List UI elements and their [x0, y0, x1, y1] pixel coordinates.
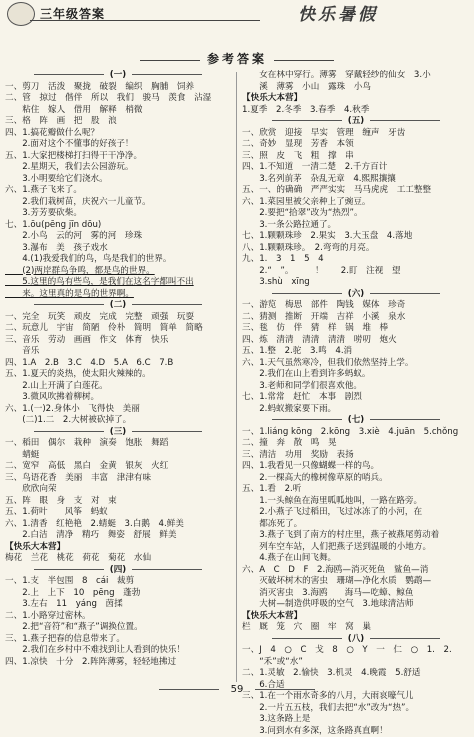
- answer-line: 三、1.燕子把春的信息带来了。: [5, 634, 231, 646]
- answer-line: 二、1.灵敏 2.愉快 3.机灵 4.晚霞 5.舒适: [242, 668, 470, 680]
- answer-line: 五、1.夏天的炎热，使太阳火辣辣的。: [5, 369, 231, 381]
- answer-line: 2.面对这个不懂事的好孩子！: [5, 139, 231, 151]
- answer-line: 消灭害虫 3.海鸥 海马—吃蟑、鲸鱼: [242, 588, 470, 600]
- answer-column-right: [242, 70, 470, 737]
- bonus-heading: 【快乐大本营】: [5, 542, 231, 554]
- answer-line: 2.小燕子飞过稻田，飞过冰冻了的小河，在: [242, 507, 470, 519]
- answer-line: 4.(1)我爱我们的鸟，鸟是我们的世界。: [5, 254, 231, 266]
- answer-line: 二、1.小路穿过密林。: [5, 611, 231, 623]
- answer-line: (二)1.二 2.大树被砍掉了。: [5, 415, 231, 427]
- answer-line: 九、1. 3 1 5 4: [242, 254, 470, 266]
- answer-line: 二、玩意儿 宇宙 简陋 伶朴 简明 简单 简略: [5, 323, 231, 335]
- answer-line: 七、1.常常 赶忙 本事 剧烈: [242, 392, 470, 404]
- footer-rule-left: [159, 689, 219, 690]
- answer-line: “禾”或“水”: [242, 657, 470, 669]
- footer-rule-right: [255, 689, 315, 690]
- page-header: [0, 0, 474, 26]
- answer-line: 2.蚂蚁搬家要下雨。: [242, 404, 470, 416]
- answer-line: 3.芳芳要砍柴。: [5, 208, 231, 220]
- answer-line: 2.我们在山上看到许多蚂蚁。: [242, 369, 470, 381]
- answer-line: 列车空车站，人们把燕子送到温暖的小地方。: [242, 542, 470, 554]
- answer-line: 三、清洁 功用 奖励 表扬: [242, 450, 470, 462]
- answer-line: 三、照 皮 飞 粗 撑 串: [242, 151, 470, 163]
- section-heading: (八): [242, 634, 470, 646]
- answer-line: 五、1.荷叶 风筝 蚂蚁: [5, 507, 231, 519]
- answer-line: 女在林中穿行。薄雾 穿戴轻纱的仙女 3.小: [242, 70, 470, 82]
- answer-line: 5.这里的鸟有些鸟，是我们在这名字都叫不出: [5, 277, 231, 289]
- answer-line: 大树—制造供呼吸的空气 3.地球清洁师: [242, 599, 470, 611]
- answer-line: 六、1.燕子飞来了。: [5, 185, 231, 197]
- answer-line: 来。这里真的是鸟的世界啊。: [5, 289, 231, 301]
- answer-line: 粘住 嫁人 借用 解释 梢微: [5, 105, 231, 117]
- answer-line: 2.我们在乡村中不难找到让人看到的快乐！: [5, 645, 231, 657]
- header-rule: [30, 20, 260, 21]
- answer-line: 3.问到水有多深，这条路真直啊！: [242, 726, 470, 737]
- answer-line: 五、阵 眼 身 支 对 束: [5, 496, 231, 508]
- column-divider: [236, 72, 237, 682]
- answer-line: 3.一条公路拉通了。: [242, 220, 470, 232]
- bonus-heading: 【快乐大本营】: [242, 93, 470, 105]
- answer-line: 2.把“音符”和“燕子”调换位置。: [5, 622, 231, 634]
- page-footer: [0, 684, 474, 695]
- answer-line: 五、1.整 2.驼 3.鸣 4.消: [242, 346, 470, 358]
- page-title: 参考答案: [0, 50, 474, 67]
- answer-line: 一、完全 玩笑 顽皮 完成 完整 顽强 玩耍: [5, 312, 231, 324]
- section-heading: (三): [5, 427, 231, 439]
- answer-line: 四、1.不知道 一清二楚 2.千方百计: [242, 162, 470, 174]
- sun-logo-icon: [7, 2, 35, 26]
- section-heading: (四): [5, 565, 231, 577]
- answer-line: 一、1.liáng kōng 2.kōng 3.xiè 4.juān 5.chǒng: [242, 427, 470, 439]
- answer-column-left: [5, 70, 231, 668]
- answer-line: 3.这条路上是: [242, 714, 470, 726]
- brand-title: 快乐暑假: [298, 0, 378, 25]
- answer-line: 六、A C D F 2.海鸥—消灭死鱼 鲨鱼—消: [242, 565, 470, 577]
- page-number: 59: [231, 684, 244, 695]
- answer-line: 四、1.我看见一只像蝴蝶一样的鸟。: [242, 461, 470, 473]
- answer-line: 梅花 兰花 桃花 荷花 菊花 水仙: [5, 553, 231, 565]
- section-heading: (六): [242, 289, 470, 301]
- answer-line: 三、格 阵 画 把 股 浪: [5, 116, 231, 128]
- answer-line: 3.shù xīng: [242, 277, 470, 289]
- answer-line: 2.一棵高大的橡树像草原的哨兵。: [242, 473, 470, 485]
- answer-line: 2.星期天，我们去公园游玩。: [5, 162, 231, 174]
- answer-line: (2)两岸群鸟争鸣，都是鸟的世界。: [5, 266, 231, 278]
- title-rule-right: [274, 60, 334, 61]
- answer-line: 1.一头鲸鱼在海里呱呱地叫，一路在路旁。: [242, 496, 470, 508]
- answer-line: 二、宽窄 高低 黑白 金黄 银灰 火红: [5, 461, 231, 473]
- section-heading: (七): [242, 415, 470, 427]
- answer-line: 6.合适: [242, 680, 470, 692]
- answer-line: 六、1.(一)2.身体小 飞得快 美丽: [5, 404, 231, 416]
- answer-line: 四、1.搞花瓣做什么呢？: [5, 128, 231, 140]
- bonus-heading: 【快乐大本营】: [242, 611, 470, 623]
- answer-line: 2.山上开满了白莲花。: [5, 381, 231, 393]
- answer-line: 八、1.颗颗珠珍。 2.弯弯的月亮。: [242, 243, 470, 255]
- section-heading: (五): [242, 116, 470, 128]
- answer-line: 四、1.A 2.B 3.C 4.D 5.A 6.C 7.B: [5, 358, 231, 370]
- answer-line: 二、管 掠过 偕伴 所以 我们 骏马 羡食 沾湿: [5, 93, 231, 105]
- answer-line: 六、1.菜园里被父亲种上了豌豆。: [242, 197, 470, 209]
- answer-line: 五、1.看 2.听: [242, 484, 470, 496]
- answer-line: 一、1.支 半包围 8 cái 裁剪: [5, 576, 231, 588]
- answer-line: 七、1.颗颗珠珍 2.果实 3.大玉盘 4.落地: [242, 231, 470, 243]
- answer-line: 三、毯 仿 伴 猜 样 锅 堆 棒: [242, 323, 470, 335]
- answer-line: 五、1.大家把楼梯打扫得干干净净。: [5, 151, 231, 163]
- answer-line: 3.名列前茅 杂乱无章 4.熙熙攘攘: [242, 174, 470, 186]
- answer-line: 3.燕子飞到了南方的村庄里，燕子被燕尾剪动着: [242, 530, 470, 542]
- answer-line: 2.要把“拾翠”改为“热烈”。: [242, 208, 470, 220]
- answer-line: 欣欣向荣: [5, 484, 231, 496]
- answer-line: 二、奇妙 显现 芳香 本领: [242, 139, 470, 151]
- answer-line: 灭破坏树木的害虫 珊瑚—净化水质 鹦鹉—: [242, 576, 470, 588]
- answer-line: 一、剪刀 活泼 聚拢 破裂 编织 胸脯 饲养: [5, 82, 231, 94]
- answer-line: 四、1.凉快 十分 2.阵阵薄雾，轻轻地拂过: [5, 657, 231, 669]
- answer-line: 三、鸟语花香 美丽 丰富 津津有味: [5, 473, 231, 485]
- answer-line: 2.一片五五枝，我们去把“水”改为“热”。: [242, 703, 470, 715]
- answer-line: 三、音乐 劳动 画画 作文 体育 快乐: [5, 335, 231, 347]
- answer-line: 二、撞 奔 散 鸣 晃: [242, 438, 470, 450]
- answer-line: 音乐: [5, 346, 231, 358]
- answer-line: 3.老师和同学们很喜欢他。: [242, 381, 470, 393]
- answer-line: 六、1.清香 红艳艳 2.蜻蜓 3.白鹅 4.鲜美: [5, 519, 231, 531]
- answer-line: 二、猜测 推断 开端 吉祥 小溪 泉水: [242, 312, 470, 324]
- answer-line: 2.我们栽树苗，庆祝六一儿童节。: [5, 197, 231, 209]
- answer-line: 蜻蜓: [5, 450, 231, 462]
- answer-line: 3.左右 11 yáng 茵揉: [5, 599, 231, 611]
- answer-line: 一、J 4 ○ C 戈 8 ○ Y 一 仁 ○ 1. 2.: [242, 645, 470, 657]
- answer-line: 三、1.在一个雨水奇多的八月，大雨哀嚎气儿: [242, 691, 470, 703]
- section-heading: (一): [5, 70, 231, 82]
- answer-line: 3.小明要给它们浇水。: [5, 174, 231, 186]
- grade-label: 三年级答案: [40, 5, 105, 22]
- answer-line: 3.微风吹拂着柳树。: [5, 392, 231, 404]
- answer-line: 四、炼 清清 清清 清清 唠叨 炮火: [242, 335, 470, 347]
- answer-line: 七、1.ōu(pēng jīn dōu): [5, 220, 231, 232]
- section-heading: (二): [5, 300, 231, 312]
- answer-line: 2.白洁 清净 精巧 舞姿 舒展 鲜美: [5, 530, 231, 542]
- answer-line: 1.夏季 2.冬季 3.春季 4.秋季: [242, 105, 470, 117]
- answer-line: 4.燕子在山间飞舞。: [242, 553, 470, 565]
- answer-line: 3.瀑布 美 孩子戏水: [5, 243, 231, 255]
- answer-line: 2.小鸟 云的河 雾的河 珍珠: [5, 231, 231, 243]
- answer-line: 2.上 上下 10 pēng 蓬勃: [5, 588, 231, 600]
- answer-line: 一、游览 梅思 部件 陶钱 媒体 珍奇: [242, 300, 470, 312]
- answer-line: 一、稻田 偶尔 栽种 演奏 饱胀 舞蹈: [5, 438, 231, 450]
- answer-line: 五、一、的确确 严严实实 马马虎虎 工工整整: [242, 185, 470, 197]
- answer-line: 一、欣赏 迎接 早实 管理 缠声 牙齿: [242, 128, 470, 140]
- answer-line: 溪 薄雾 小山 露珠 小鸟: [242, 82, 470, 94]
- answer-line: 六、1.天气虽然寒冷，但我们依然坚持上学。: [242, 358, 470, 370]
- answer-line: 栏 厩 笼 穴 圈 牢 窝 巢: [242, 622, 470, 634]
- answer-line: 都冻死了。: [242, 519, 470, 531]
- answer-line: 2.“ ”。 ！ 2.盯 注视 望: [242, 266, 470, 278]
